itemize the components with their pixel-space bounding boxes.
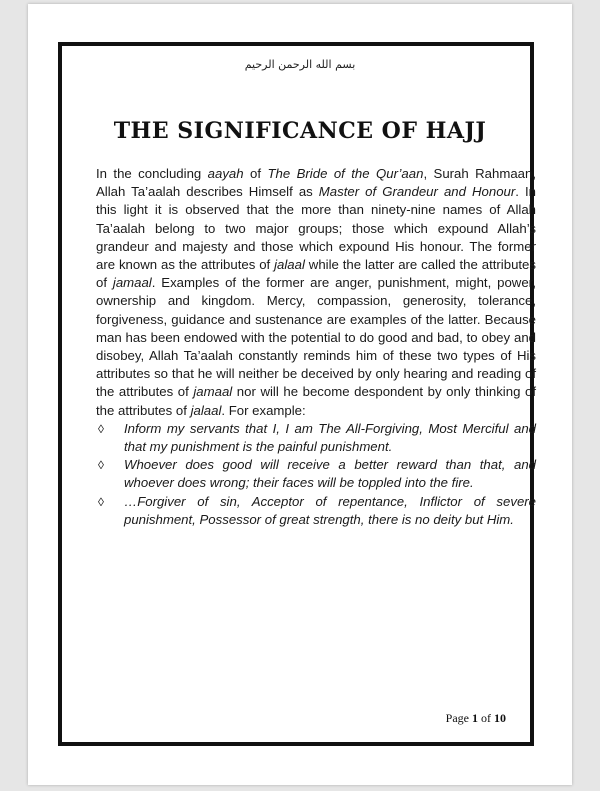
text-segment: while the latter are called the attributes of (96, 257, 536, 291)
text-segment: In the concluding (96, 166, 208, 181)
bismillah-heading: بسم الله الرحمن الرحيم (244, 58, 356, 71)
article-body (96, 165, 536, 529)
document-page (28, 4, 572, 785)
total-pages: 10 (494, 711, 506, 725)
quote-text: …Forgiver of sin, Acceptor of repentance, Inflictor of severe punishment, Possessor of great strength, there is no deity but Him. (124, 493, 536, 527)
list-item (96, 493, 536, 529)
text-segment: . For example: (221, 402, 306, 418)
diamond-bullet-icon: ◊ (98, 458, 104, 473)
list-item (96, 456, 536, 492)
diamond-bullet-icon: ◊ (98, 421, 104, 436)
list-item (96, 420, 536, 456)
term-jalaal: jalaal (190, 402, 222, 418)
term-jalaal: jalaal (274, 257, 305, 273)
quote-list (96, 420, 536, 529)
text-segment: nor will he become despondent by only thinking of the attributes of (96, 384, 536, 418)
term-jamaal: jamaal (112, 275, 152, 291)
term-aayah: aayah (207, 166, 244, 181)
page-number (446, 711, 506, 726)
quote-text: Inform my servants that I, I am The All-Forgiving, Most Merciful and that my punishment is the painful punishment. (124, 420, 536, 455)
of-label: of (481, 711, 491, 725)
quote-text: Whoever does good will receive a better reward than that, and whoever does wrong; their faces will be toppled into the fire. (124, 457, 536, 491)
intro-paragraph (96, 165, 536, 420)
text-segment: , Surah Rahmaan, Allah Ta’aalah describes Himself as (96, 166, 536, 200)
text-segment: . Examples of the former are anger, punishment, might, power, ownership and kingdom. Mercy, compassion, generosity, tolerance, forgiveness, guidance and sustenance are examples of the latter. Because man has been endowed with the potential to do good and bad, to obey and disobey, Allah Ta’aalah constantly reminds him of these two types of His attributes so that he will neither be deceived by only hearing and reading of the attributes of (96, 275, 536, 400)
page-title: THE SIGNIFICANCE OF HAJJ (113, 118, 487, 144)
current-page: 1 (472, 711, 478, 725)
term-jamaal: jamaal (193, 384, 233, 400)
page-label: Page (445, 711, 469, 725)
term-bride-of-quraan: The Bride of the Qur’aan (267, 166, 424, 181)
text-segment: . In this light it is observed that the more than ninety-nine names of Allah Ta’aalah belong to two major groups; those which expound Allah’s grandeur and majesty and those which expound His honour. The former are known as the attributes of (96, 184, 536, 273)
diamond-bullet-icon: ◊ (98, 494, 104, 509)
term-master-of-grandeur: Master of Grandeur and Honour (318, 184, 516, 200)
text-segment: of (243, 166, 268, 181)
